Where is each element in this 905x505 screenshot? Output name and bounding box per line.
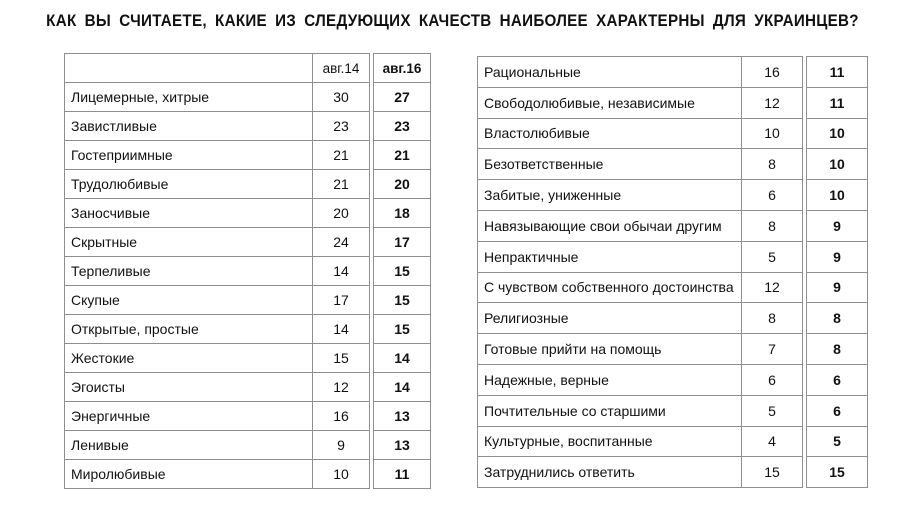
table-row bbox=[65, 199, 431, 228]
trait-label: Забитые, униженные bbox=[478, 180, 742, 211]
value-aug16: 10 bbox=[807, 180, 868, 211]
value-aug16: 23 bbox=[374, 112, 431, 141]
value-aug16: 14 bbox=[374, 344, 431, 373]
table-row bbox=[478, 395, 868, 426]
value-aug16: 9 bbox=[807, 241, 868, 272]
table-header-row bbox=[65, 54, 431, 83]
table-row bbox=[478, 334, 868, 365]
value-aug16: 15 bbox=[374, 315, 431, 344]
value-aug16: 14 bbox=[374, 373, 431, 402]
value-aug14: 24 bbox=[313, 228, 370, 257]
trait-label: Религиозные bbox=[478, 303, 742, 334]
table-row bbox=[478, 272, 868, 303]
value-aug14: 5 bbox=[742, 395, 803, 426]
table-row bbox=[65, 286, 431, 315]
value-aug14: 6 bbox=[742, 364, 803, 395]
value-aug16: 9 bbox=[807, 272, 868, 303]
value-aug16: 10 bbox=[807, 149, 868, 180]
value-aug14: 12 bbox=[313, 373, 370, 402]
value-aug14: 30 bbox=[313, 83, 370, 112]
value-aug14: 7 bbox=[742, 334, 803, 365]
table-row bbox=[478, 57, 868, 88]
value-aug14: 10 bbox=[742, 118, 803, 149]
chart-title: КАК ВЫ СЧИТАЕТЕ, КАКИЕ ИЗ СЛЕДУЮЩИХ КАЧЕСТВ НАИБОЛЕЕ ХАРАКТЕРНЫ ДЛЯ УКРАИНЦЕВ? bbox=[46, 12, 859, 30]
trait-label: Ленивые bbox=[65, 431, 313, 460]
table-row bbox=[65, 141, 431, 170]
value-aug14: 15 bbox=[313, 344, 370, 373]
value-aug14: 8 bbox=[742, 149, 803, 180]
table-row bbox=[478, 426, 868, 457]
table-row bbox=[65, 344, 431, 373]
trait-label: Надежные, верные bbox=[478, 364, 742, 395]
value-aug14: 12 bbox=[742, 272, 803, 303]
value-aug14: 4 bbox=[742, 426, 803, 457]
table-row bbox=[65, 315, 431, 344]
value-aug16: 9 bbox=[807, 210, 868, 241]
value-aug14: 5 bbox=[742, 241, 803, 272]
value-aug14: 14 bbox=[313, 257, 370, 286]
value-aug16: 5 bbox=[807, 426, 868, 457]
table-row bbox=[478, 149, 868, 180]
value-aug14: 16 bbox=[313, 402, 370, 431]
value-aug14: 23 bbox=[313, 112, 370, 141]
value-aug16: 21 bbox=[374, 141, 431, 170]
value-aug16: 27 bbox=[374, 83, 431, 112]
table-row bbox=[478, 87, 868, 118]
trait-label: Заносчивые bbox=[65, 199, 313, 228]
column-header-aug16: авг.16 bbox=[374, 54, 431, 83]
table-row bbox=[65, 83, 431, 112]
table-row bbox=[65, 170, 431, 199]
column-header-aug14: авг.14 bbox=[313, 54, 370, 83]
trait-label: Скрытные bbox=[65, 228, 313, 257]
value-aug14: 17 bbox=[313, 286, 370, 315]
table-row bbox=[478, 180, 868, 211]
value-aug14: 10 bbox=[313, 460, 370, 489]
trait-label: Миролюбивые bbox=[65, 460, 313, 489]
value-aug16: 11 bbox=[807, 57, 868, 88]
right-table bbox=[477, 56, 868, 488]
value-aug16: 13 bbox=[374, 431, 431, 460]
trait-label: Властолюбивые bbox=[478, 118, 742, 149]
table-row bbox=[65, 431, 431, 460]
value-aug16: 6 bbox=[807, 395, 868, 426]
value-aug16: 8 bbox=[807, 303, 868, 334]
table-row bbox=[478, 118, 868, 149]
value-aug16: 15 bbox=[807, 457, 868, 488]
trait-label: Почтительные со старшими bbox=[478, 395, 742, 426]
trait-label: Трудолюбивые bbox=[65, 170, 313, 199]
trait-label: Энергичные bbox=[65, 402, 313, 431]
value-aug14: 8 bbox=[742, 303, 803, 334]
trait-label: Скупые bbox=[65, 286, 313, 315]
trait-label: Завистливые bbox=[65, 112, 313, 141]
value-aug16: 8 bbox=[807, 334, 868, 365]
table-row bbox=[65, 112, 431, 141]
value-aug16: 17 bbox=[374, 228, 431, 257]
trait-label: Культурные, воспитанные bbox=[478, 426, 742, 457]
value-aug14: 12 bbox=[742, 87, 803, 118]
value-aug16: 20 bbox=[374, 170, 431, 199]
value-aug14: 15 bbox=[742, 457, 803, 488]
trait-label: Эгоисты bbox=[65, 373, 313, 402]
table-row bbox=[478, 303, 868, 334]
value-aug14: 21 bbox=[313, 170, 370, 199]
value-aug16: 13 bbox=[374, 402, 431, 431]
trait-label: Рациональные bbox=[478, 57, 742, 88]
value-aug16: 18 bbox=[374, 199, 431, 228]
value-aug14: 6 bbox=[742, 180, 803, 211]
trait-label: С чувством собственного достоинства bbox=[478, 272, 742, 303]
trait-label: Безответственные bbox=[478, 149, 742, 180]
header-label-cell bbox=[65, 54, 313, 83]
value-aug16: 15 bbox=[374, 286, 431, 315]
trait-label: Лицемерные, хитрые bbox=[65, 83, 313, 112]
table-row bbox=[65, 373, 431, 402]
table-row bbox=[65, 257, 431, 286]
trait-label: Готовые прийти на помощь bbox=[478, 334, 742, 365]
trait-label: Открытые, простые bbox=[65, 315, 313, 344]
trait-label: Жестокие bbox=[65, 344, 313, 373]
value-aug16: 10 bbox=[807, 118, 868, 149]
table-row bbox=[65, 460, 431, 489]
table-row bbox=[65, 228, 431, 257]
value-aug16: 6 bbox=[807, 364, 868, 395]
value-aug14: 8 bbox=[742, 210, 803, 241]
trait-label: Гостеприимные bbox=[65, 141, 313, 170]
table-row bbox=[478, 241, 868, 272]
trait-label: Терпеливые bbox=[65, 257, 313, 286]
value-aug16: 11 bbox=[807, 87, 868, 118]
value-aug14: 14 bbox=[313, 315, 370, 344]
value-aug14: 21 bbox=[313, 141, 370, 170]
value-aug14: 20 bbox=[313, 199, 370, 228]
value-aug16: 15 bbox=[374, 257, 431, 286]
trait-label: Непрактичные bbox=[478, 241, 742, 272]
left-table bbox=[64, 53, 431, 489]
table-row bbox=[478, 457, 868, 488]
value-aug14: 9 bbox=[313, 431, 370, 460]
table-row bbox=[65, 402, 431, 431]
value-aug14: 16 bbox=[742, 57, 803, 88]
value-aug16: 11 bbox=[374, 460, 431, 489]
trait-label: Свободолюбивые, независимые bbox=[478, 87, 742, 118]
table-row bbox=[478, 364, 868, 395]
trait-label: Затруднились ответить bbox=[478, 457, 742, 488]
table-row bbox=[478, 210, 868, 241]
trait-label: Навязывающие свои обычаи другим bbox=[478, 210, 742, 241]
